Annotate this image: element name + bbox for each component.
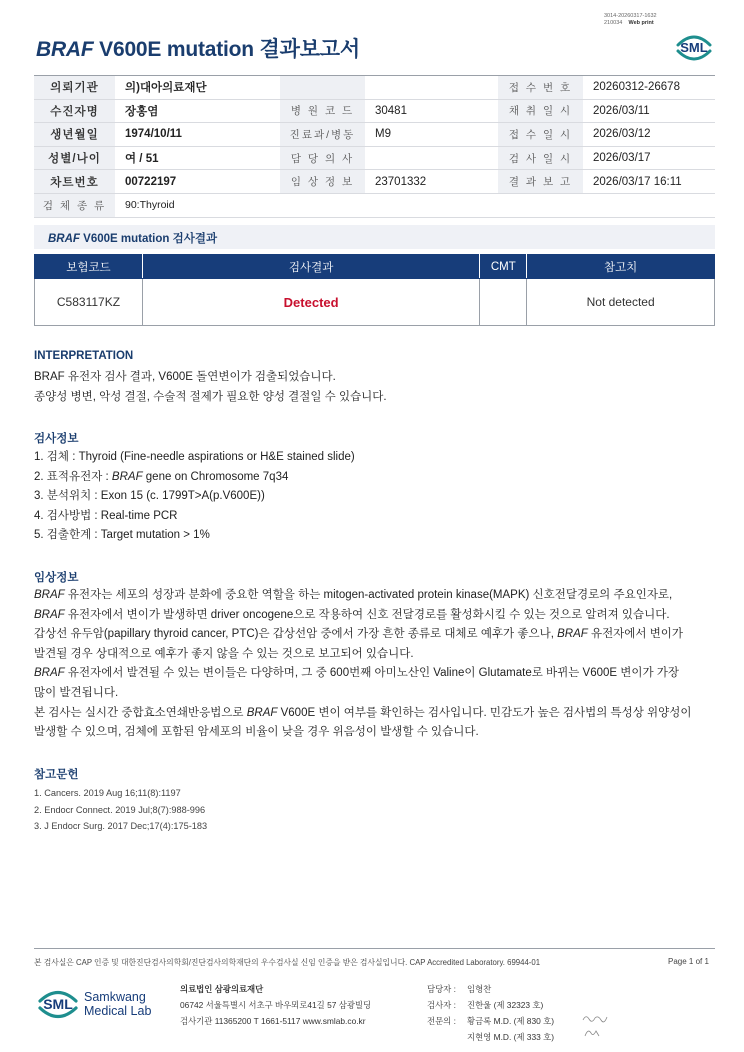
staff-row: 담당자 : 임형찬 <box>427 984 492 994</box>
result-table <box>34 254 715 326</box>
accreditation-note: 본 검사실은 CAP 인증 및 대한진단검사의학회/진단검사의학재단의 우수검사실 신임 인증을 받은 검사실입니다. CAP Accredited Laboratory. 69944-01 <box>34 958 541 967</box>
info-label: 차트번호 <box>34 170 115 194</box>
clinical-info-text: BRAF 유전자는 세포의 성장과 분화에 중요한 역할을 하는 mitogen-activated protein kinase(MAPK) 신호전달경로의 주요인자로, BRAF 유전자에서 변이가 발생하면 driver oncogene으로 작용하여 신호 전달경로를 활성화시킬 수 있는 것으로 알려져 있습니다. 갑상선 유두암(papillary thyroid cancer, PTC)은 갑상선암 중에서 가장 흔한 종류로 대체로 예후가 좋으나, BRAF 유전자에서 변이가 발견될 경우 상대적으로 예후가 좋지 않을 수 있는 것으로 보고되어 있습니다. BRAF 유전자에서 발견될 수 있는 변이들은 다양하며, 그 중 600번째 아미노산인 Valine이 Glutamate로 바뀌는 V600E 변이가 가장 많이 발견됩니다. 본 검사는 실시간 중합효소연쇄반응법으로 BRAF V600E 변이 여부를 확인하는 검사입니다. 민감도가 높은 검사법의 특성상 위양성이 발생할 수 있으며, 검체에 포함된 암세포의 비율이 낮을 경우 위음성이 발생할 수 있습니다. <box>34 589 692 739</box>
info-value: 여 / 51 <box>115 146 280 170</box>
info-label: 성별/나이 <box>34 146 115 170</box>
document-code: 3014-20260317-1632 210034 Web print <box>604 13 657 26</box>
table-row <box>35 279 715 326</box>
signature-1-icon <box>582 1012 608 1024</box>
interpretation-text: BRAF 유전자 검사 결과, V600E 돌연변이가 검출되었습니다. 종양성 병변, 악성 결절, 수술적 절제가 필요한 양성 결절일 수 있습니다. <box>34 371 387 403</box>
sml-footer-logo-icon <box>36 982 80 1026</box>
table-row <box>34 99 715 123</box>
sml-logo-icon <box>674 27 714 67</box>
patient-info-table <box>34 75 715 218</box>
test-info-heading: 검사정보 <box>34 433 79 445</box>
col-cmt: CMT <box>480 255 527 279</box>
report-title: BRAF V600E mutation 결과보고서 <box>36 38 360 61</box>
staff-row: 검사자 : 진한울 (제 32323 호) <box>427 1000 544 1010</box>
list-item: 2. 표적유전자 : BRAF gene on Chromosome 7q34 <box>34 470 289 483</box>
signature-2-icon <box>582 1027 608 1039</box>
list-item: 4. 검사방법 : Real-time PCR <box>34 509 178 522</box>
info-value: 2026/03/17 16:11 <box>583 170 715 194</box>
specimen-row <box>34 193 715 217</box>
list-item: 1. Cancers. 2019 Aug 16;11(8):1197 <box>34 788 181 798</box>
info-value: 장홍염 <box>115 99 280 123</box>
col-reference: 참고치 <box>527 255 715 279</box>
references-list <box>34 785 207 835</box>
interpretation-heading: INTERPRETATION <box>34 350 134 362</box>
specimen-label: 검 체 종 류 <box>34 193 115 217</box>
info-value <box>365 146 498 170</box>
specimen-value: 90:Thyroid <box>115 193 715 217</box>
clinical-info-heading: 임상정보 <box>34 572 79 584</box>
list-item: 3. 분석위치 : Exon 15 (c. 1799T>A(p.V600E)) <box>34 490 265 503</box>
info-label: 임 상 정 보 <box>280 170 365 194</box>
info-label: 병 원 코 드 <box>280 99 365 123</box>
result-table-header <box>35 255 715 279</box>
info-value: 2026/03/12 <box>583 123 715 147</box>
info-value: 2026/03/17 <box>583 146 715 170</box>
info-label: 진료과/병동 <box>280 123 365 147</box>
page-number: Page 1 of 1 <box>668 957 709 966</box>
info-label: 생년월일 <box>34 123 115 147</box>
info-value: 의)대아의료재단 <box>115 76 280 100</box>
info-label: 접 수 일 시 <box>498 123 583 147</box>
info-label <box>280 76 365 100</box>
info-value: 00722197 <box>115 170 280 194</box>
info-label: 담 당 의 사 <box>280 146 365 170</box>
reference-value: Not detected <box>527 279 715 326</box>
info-value <box>365 76 498 100</box>
info-label: 결 과 보 고 <box>498 170 583 194</box>
svg-text:SML: SML <box>43 996 73 1012</box>
info-value: 23701332 <box>365 170 498 194</box>
table-row <box>34 146 715 170</box>
footer-organization: 의료법인 삼광의료재단 06742 서울특별시 서초구 바우뫼로41길 57 삼광빌딩 검사기관 11365200 T 1661-5117 www.smlab.co.kr <box>180 984 372 1026</box>
test-info-list <box>34 448 355 546</box>
staff-row: 지현영 M.D. (제 333 호) <box>467 1032 554 1042</box>
info-label: 의뢰기관 <box>34 76 115 100</box>
table-row <box>34 76 715 100</box>
info-value: 20260312-26678 <box>583 76 715 100</box>
footer-divider <box>34 948 715 949</box>
col-insurance-code: 보험코드 <box>35 255 143 279</box>
list-item: 5. 검출한계 : Target mutation > 1% <box>34 529 210 542</box>
result-section-title: BRAF V600E mutation 검사결과 <box>34 225 715 249</box>
references-heading: 참고문헌 <box>34 769 79 781</box>
list-item: 2. Endocr Connect. 2019 Jul;8(7):988-996 <box>34 804 206 815</box>
table-row <box>34 123 715 147</box>
info-label: 접 수 번 호 <box>498 76 583 100</box>
col-result: 검사결과 <box>142 255 479 279</box>
staff-row: 전문의 : 황금록 M.D. (제 830 호) <box>427 1016 554 1026</box>
footer-staff <box>427 981 554 1045</box>
info-value: 30481 <box>365 99 498 123</box>
table-row <box>34 170 715 194</box>
svg-text:SML: SML <box>680 40 708 55</box>
list-item: 1. 검체 : Thyroid (Fine-needle aspirations or H&E stained slide) <box>34 451 355 463</box>
info-label: 수진자명 <box>34 99 115 123</box>
info-value: 1974/10/11 <box>115 123 280 147</box>
result-value: Detected <box>142 279 479 326</box>
insurance-code: C583117KZ <box>35 279 143 326</box>
info-value: 2026/03/11 <box>583 99 715 123</box>
footer-brand: Samkwang Medical Lab <box>84 990 152 1018</box>
list-item: 3. J Endocr Surg. 2017 Dec;17(4):175-183 <box>34 821 208 831</box>
info-value: M9 <box>365 123 498 147</box>
info-label: 채 취 일 시 <box>498 99 583 123</box>
cmt-value <box>480 279 527 326</box>
info-label: 검 사 일 시 <box>498 146 583 170</box>
